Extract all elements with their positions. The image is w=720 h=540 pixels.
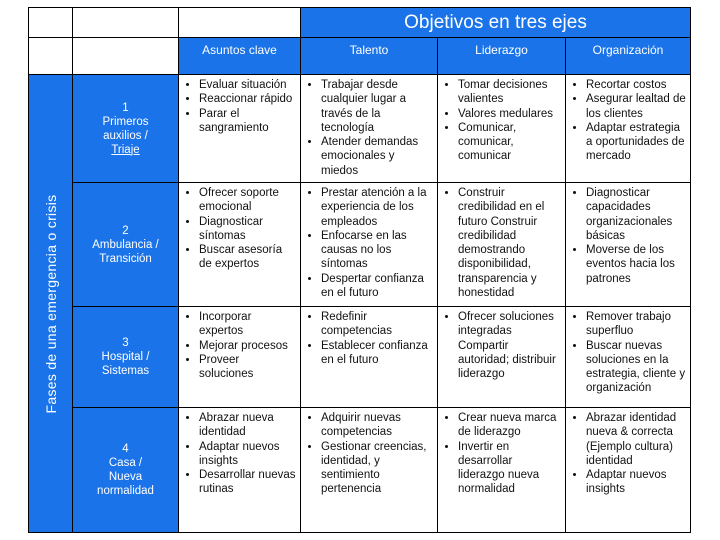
phase-label xyxy=(73,307,179,408)
cell xyxy=(179,408,301,533)
phase-line: Primeros xyxy=(102,115,149,128)
corner-cell xyxy=(179,8,301,38)
bullet-item: • Asegurar lealtad de los clientes xyxy=(586,92,686,121)
bullet-item: • Prestar atención a la experiencia de los empleados xyxy=(321,186,433,229)
cell xyxy=(566,75,691,183)
bullet-item: • Ofrecer soluciones integradas xyxy=(458,310,561,339)
phase-label xyxy=(73,75,179,183)
cell xyxy=(179,183,301,307)
bullet-item: • Establecer confianza en el futuro xyxy=(321,339,433,368)
bullet-item: • Diagnosticar síntomas xyxy=(199,215,296,244)
phase-label xyxy=(73,408,179,533)
table-row xyxy=(29,408,691,533)
cell xyxy=(301,307,438,408)
corner-cell xyxy=(29,38,73,75)
bullet-item: • Evaluar situación xyxy=(199,78,296,92)
phase-line: Ambulancia / xyxy=(92,238,159,251)
bullet-item: • Reaccionar rápido xyxy=(199,92,296,106)
phase-line: normalidad xyxy=(97,485,154,497)
bullet-item: • Buscar nuevas soluciones en la estrategia, cliente y organización xyxy=(586,339,686,396)
column-header-asuntos: Asuntos clave xyxy=(179,38,301,75)
bullet-item: • Adaptar estrategia a oportunidades de mercado xyxy=(586,121,686,164)
bullet-item: • Adaptar nuevos insights xyxy=(586,468,686,497)
bullet-item: • Adaptar nuevos insights xyxy=(199,440,296,469)
corner-cell xyxy=(73,8,179,38)
column-header-organizacion: Organización xyxy=(566,38,691,75)
bullet-item: • Parar el sangramiento xyxy=(199,107,296,136)
phase-number: 1 xyxy=(122,101,129,114)
bullet-item: • Comunicar, comunicar, comunicar xyxy=(458,121,561,164)
table-title: Objetivos en tres ejes xyxy=(301,8,691,38)
cell xyxy=(566,183,691,307)
bullet-item: • Desarrollar nuevas rutinas xyxy=(199,468,296,497)
bullet-item: • Valores medulares xyxy=(458,107,561,121)
bullet-item: • Atender demandas emocionales y miedos xyxy=(321,135,433,178)
bullet-item: • Adquirir nuevas competencias xyxy=(321,411,433,440)
phase-line: auxilios / xyxy=(103,129,148,142)
phase-link-triaje[interactable]: Triaje xyxy=(111,143,140,156)
column-header-liderazgo: Liderazgo xyxy=(438,38,566,75)
table-row xyxy=(29,307,691,408)
cell xyxy=(438,75,566,183)
phase-line: Transición xyxy=(99,252,152,265)
phase-number: 2 xyxy=(122,224,129,237)
table-row xyxy=(29,183,691,307)
bullet-item: • Diagnosticar capacidades organizacionales básicas xyxy=(586,186,686,243)
bullet-item: • Enfocarse en las causas no los síntomas xyxy=(321,229,433,272)
side-label: Fases de una emergencia o crisis xyxy=(42,194,59,413)
bullet-item: • Crear nueva marca de liderazgo xyxy=(458,411,561,440)
phase-line: Nueva xyxy=(108,471,143,483)
bullet-item: • Remover trabajo superfluo xyxy=(586,310,686,339)
bullet-item: • Abrazar identidad nueva & correcta (Ejemplo cultura) identidad xyxy=(586,411,686,468)
crisis-objectives-table xyxy=(28,7,691,533)
cell xyxy=(301,75,438,183)
bullet-item: • Buscar asesoría de expertos xyxy=(199,243,296,272)
bullet-item: • Invertir en desarrollar liderazgo nueva normalidad xyxy=(458,440,561,497)
bullet-item: • Abrazar nueva identidad xyxy=(199,411,296,440)
cell xyxy=(566,408,691,533)
cell xyxy=(179,307,301,408)
plain-item: Compartir autoridad; distribuir liderazgo xyxy=(458,339,556,381)
bullet-item: • Ofrecer soporte emocional xyxy=(199,186,296,215)
table-row xyxy=(29,75,691,183)
cell xyxy=(179,75,301,183)
bullet-item: • Redefinir competencias xyxy=(321,310,433,339)
bullet-item: • Despertar confianza en el futuro xyxy=(321,272,433,301)
column-header-talento: Talento xyxy=(301,38,438,75)
bullet-item: • Construir credibilidad en el futuro Construir credibilidad demostrando disponibilidad, transparencia y honestidad xyxy=(458,186,561,300)
cell xyxy=(566,307,691,408)
bullet-item: • Moverse de los eventos hacia los patrones xyxy=(586,243,686,286)
corner-cell xyxy=(29,8,73,38)
bullet-item: • Tomar decisiones valientes xyxy=(458,78,561,107)
phase-number: 4 xyxy=(122,443,129,455)
cell xyxy=(438,183,566,307)
bullet-item: • Proveer soluciones xyxy=(199,353,296,382)
cell xyxy=(438,408,566,533)
bullet-item: • Recortar costos xyxy=(586,78,686,92)
phase-line: Hospital / xyxy=(101,351,150,363)
phase-line: Sistemas xyxy=(101,365,150,377)
cell xyxy=(301,183,438,307)
bullet-item: • Incorporar expertos xyxy=(199,310,296,339)
bullet-item: • Trabajar desde cualquier lugar a través de la tecnología xyxy=(321,78,433,135)
corner-cell xyxy=(73,38,179,75)
side-label-cell xyxy=(29,75,73,533)
cell xyxy=(438,307,566,408)
bullet-item: • Mejorar procesos xyxy=(199,339,296,353)
phase-number: 3 xyxy=(122,337,129,349)
phase-label xyxy=(73,183,179,307)
cell xyxy=(301,408,438,533)
phase-line: Casa / xyxy=(108,457,143,469)
bullet-item: • Gestionar creencias, identidad, y sentimiento pertenencia xyxy=(321,440,433,497)
